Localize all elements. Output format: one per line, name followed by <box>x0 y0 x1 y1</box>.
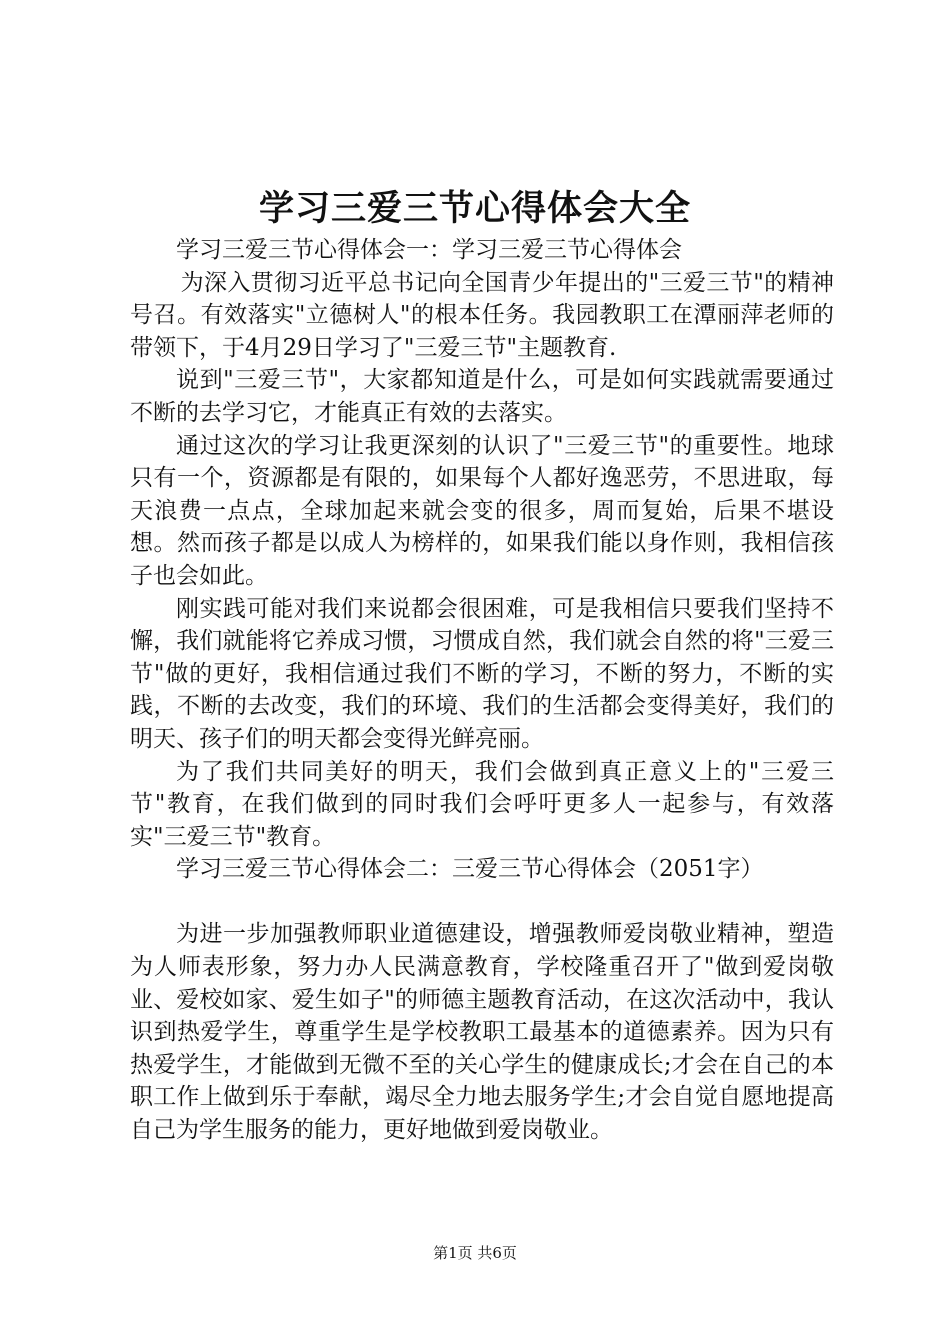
section-heading-2: 学习三爱三节心得体会二：三爱三节心得体会（2051字） <box>176 856 764 883</box>
paragraph: 为进一步加强教师职业道德建设，增强教师爱岗敬业精神，塑造为人师表形象，努力办人民满意教育，学校隆重召开了"做到爱岗敬业、爱校如家、爱生如子"的师德主题教育活动，在这次活动中，我认识到热爱学生，尊重学生是学校教职工最基本的道德素养。因为只有热爱学生，才能做到无微不至的关心学生的健康成长;才会在自己的本职工作上做到乐于奉献，竭尽全力地去服务学生;才会自觉自愿地提高自己为学生服务的能力，更好地做到爱岗敬业。 <box>130 921 834 1144</box>
document-title: 学习三爱三节心得体会大全 <box>258 188 691 229</box>
page-footer: 第1页 共6页 <box>433 1244 517 1262</box>
paragraph: 为深入贯彻习近平总书记向全国青少年提出的"三爱三节"的精神号召。有效落实"立德树人"的根本任务。我园教职工在潭丽萍老师的带领下，于4月29日学习了"三爱三节"主题教育. <box>130 269 834 361</box>
paragraph: 通过这次的学习让我更深刻的认识了"三爱三节"的重要性。地球只有一个，资源都是有限的，如果每个人都好逸恶劳，不思进取，每天浪费一点点，全球加起来就会变的很多，周而复始，后果不堪设想。然而孩子都是以成人为榜样的，如果我们能以身作则，我相信孩子也会如此。 <box>130 432 834 589</box>
section-heading-1: 学习三爱三节心得体会一：学习三爱三节心得体会 <box>176 237 682 263</box>
document-body <box>130 234 834 1147</box>
paragraph: 刚实践可能对我们来说都会很困难，可是我相信只要我们坚持不懈，我们就能将它养成习惯，习惯成自然，我们就会自然的将"三爱三节"做的更好，我相信通过我们不断的学习，不断的努力，不断的实践，不断的去改变，我们的环境、我们的生活都会变得美好，我们的明天、孩子们的明天都会变得光鲜亮丽。 <box>130 595 834 752</box>
paragraph: 说到"三爱三节"，大家都知道是什么，可是如何实践就需要通过不断的去学习它，才能真正有效的去落实。 <box>130 367 834 426</box>
paragraph: 为了我们共同美好的明天，我们会做到真正意义上的"三爱三节"教育，在我们做到的同时我们会呼吁更多人一起参与，有效落实"三爱三节"教育。 <box>130 758 834 850</box>
blank-line <box>130 886 834 919</box>
